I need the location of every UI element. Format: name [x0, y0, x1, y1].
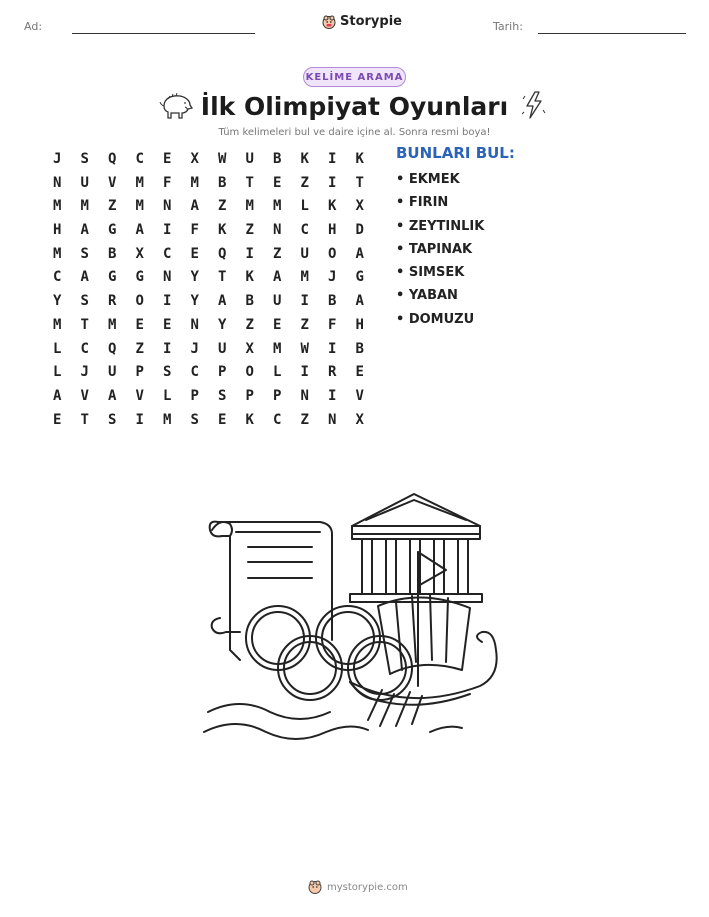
grid-letter[interactable]: A — [218, 293, 227, 310]
grid-letter[interactable]: F — [328, 316, 337, 333]
grid-letter[interactable]: J — [53, 151, 62, 167]
grid-letter[interactable]: E — [273, 174, 282, 191]
grid-letter[interactable]: M — [135, 174, 144, 191]
grid-letter[interactable]: M — [80, 198, 89, 215]
grid-letter[interactable]: A — [355, 293, 364, 310]
grid-letter[interactable]: A — [53, 387, 62, 404]
word-list-title: BUNLARI BUL: — [396, 144, 515, 162]
grid-letter[interactable]: R — [328, 364, 337, 381]
word-item: • YABAN — [396, 288, 458, 304]
grid-letter[interactable]: M — [273, 340, 282, 357]
grid-letter[interactable]: T — [355, 174, 364, 191]
grid-letter[interactable]: N — [53, 174, 62, 191]
grid-letter[interactable]: K — [245, 269, 254, 286]
grid-letter[interactable]: Y — [190, 293, 199, 310]
grid-letter[interactable]: B — [108, 245, 117, 262]
grid-letter[interactable]: A — [273, 269, 282, 286]
grid-letter[interactable]: S — [218, 387, 227, 404]
grid-letter[interactable]: S — [80, 293, 89, 310]
grid-letter[interactable]: N — [163, 198, 172, 215]
grid-letter[interactable]: H — [53, 222, 62, 239]
grid-letter[interactable]: C — [53, 269, 62, 286]
grid-letter[interactable]: Z — [300, 411, 309, 428]
activity-badge: KELİME ARAMA — [303, 67, 406, 87]
grid-letter[interactable]: P — [190, 387, 199, 404]
grid-letter[interactable]: J — [80, 364, 89, 381]
grid-letter[interactable]: N — [328, 411, 337, 428]
word-list — [396, 144, 515, 331]
grid-letter[interactable]: Y — [218, 316, 227, 333]
grid-letter[interactable]: I — [328, 340, 337, 357]
grid-row — [50, 290, 380, 314]
footer-url: mystorypie.com — [327, 881, 408, 893]
grid-row — [50, 243, 380, 267]
grid-letter[interactable]: C — [163, 245, 172, 262]
grid-letter[interactable]: N — [300, 387, 309, 404]
grid-letter[interactable]: Z — [218, 198, 227, 215]
grid-letter[interactable]: N — [163, 269, 172, 286]
grid-letter[interactable]: C — [273, 411, 282, 428]
grid-letter[interactable]: Z — [108, 198, 117, 215]
grid-letter[interactable]: U — [108, 364, 117, 381]
grid-letter[interactable]: R — [108, 293, 117, 310]
grid-letter[interactable]: C — [300, 222, 309, 239]
grid-letter[interactable]: O — [135, 293, 144, 310]
grid-letter[interactable]: L — [53, 364, 62, 381]
grid-letter[interactable]: M — [273, 198, 282, 215]
grid-letter[interactable]: J — [190, 340, 199, 357]
grid-letter[interactable]: Z — [245, 222, 254, 239]
grid-letter[interactable]: P — [135, 364, 144, 381]
grid-letter[interactable]: M — [108, 316, 117, 333]
grid-letter[interactable]: Z — [245, 316, 254, 333]
grid-letter[interactable]: M — [53, 316, 62, 333]
grid-letter[interactable]: S — [190, 411, 199, 428]
grid-row — [50, 361, 380, 385]
grid-letter[interactable]: I — [300, 293, 309, 310]
grid-letter[interactable]: U — [245, 151, 254, 167]
grid-letter[interactable]: V — [355, 387, 364, 404]
word-item: • FIRIN — [396, 195, 449, 211]
scroll-drawing — [210, 522, 332, 660]
grid-letter[interactable]: C — [80, 340, 89, 357]
word-item: • ZEYTINLIK — [396, 218, 485, 234]
grid-letter[interactable]: L — [163, 387, 172, 404]
page-title: İlk Olimpiyat Oyunları — [200, 92, 509, 121]
grid-letter[interactable]: U — [273, 293, 282, 310]
grid-letter[interactable]: E — [53, 411, 62, 428]
name-label: Ad: — [24, 20, 43, 33]
grid-letter[interactable]: E — [163, 151, 172, 167]
grid-letter[interactable]: S — [80, 245, 89, 262]
grid-letter[interactable]: J — [328, 269, 337, 286]
grid-letter[interactable]: K — [300, 151, 309, 167]
storypie-logo-icon — [308, 880, 322, 894]
grid-letter[interactable]: M — [190, 174, 199, 191]
brand-name: Storypie — [340, 14, 402, 29]
grid-letter[interactable]: Z — [300, 316, 309, 333]
date-line — [538, 33, 686, 34]
grid-letter[interactable]: H — [355, 316, 364, 333]
grid-letter[interactable]: X — [190, 151, 199, 167]
grid-letter[interactable]: E — [218, 411, 227, 428]
grid-letter[interactable]: T — [80, 316, 89, 333]
temple-drawing — [350, 494, 482, 602]
brand — [322, 14, 402, 29]
grid-letter[interactable]: K — [245, 411, 254, 428]
grid-letter[interactable]: O — [245, 364, 254, 381]
grid-letter[interactable]: A — [135, 222, 144, 239]
grid-letter[interactable]: V — [135, 387, 144, 404]
grid-letter[interactable]: M — [163, 411, 172, 428]
lightning-icon — [522, 90, 546, 120]
grid-letter[interactable]: E — [355, 364, 364, 381]
grid-letter[interactable]: F — [190, 222, 199, 239]
grid-letter[interactable]: G — [355, 269, 364, 286]
grid-letter[interactable]: M — [135, 198, 144, 215]
grid-letter[interactable]: M — [300, 269, 309, 286]
grid-letter[interactable]: M — [245, 198, 254, 215]
grid-letter[interactable]: E — [135, 316, 144, 333]
grid-letter[interactable]: X — [355, 198, 364, 215]
grid-row — [50, 314, 380, 338]
grid-letter[interactable]: U — [80, 174, 89, 191]
grid-letter[interactable]: K — [355, 151, 364, 167]
grid-letter[interactable]: Q — [108, 340, 117, 357]
waves-drawing — [204, 704, 462, 739]
grid-letter[interactable]: A — [190, 198, 199, 215]
grid-row — [50, 195, 380, 219]
grid-letter[interactable]: T — [245, 174, 254, 191]
grid-letter[interactable]: K — [218, 222, 227, 239]
grid-letter[interactable]: B — [355, 340, 364, 357]
instructions: Tüm kelimeleri bul ve daire içine al. Sonra resmi boya! — [218, 127, 491, 138]
word-item: • EKMEK — [396, 172, 460, 187]
grid-letter[interactable]: A — [108, 387, 117, 404]
grid-letter[interactable]: L — [273, 364, 282, 381]
grid-letter[interactable]: I — [163, 222, 172, 239]
grid-letter[interactable]: Z — [135, 340, 144, 357]
grid-row — [50, 266, 380, 290]
word-item: • DOMUZU — [396, 311, 475, 327]
grid-row — [50, 172, 380, 196]
olympic-coloring-illustration — [200, 490, 510, 750]
grid-letter[interactable]: Z — [273, 245, 282, 262]
grid-letter[interactable]: B — [245, 293, 254, 310]
name-line — [72, 33, 255, 34]
grid-row — [50, 385, 380, 409]
grid-letter[interactable]: X — [355, 411, 364, 428]
grid-letter[interactable]: A — [355, 245, 364, 262]
grid-letter[interactable]: Y — [190, 269, 199, 286]
grid-letter[interactable]: G — [135, 269, 144, 286]
letter-grid — [50, 148, 380, 432]
grid-letter[interactable]: Q — [218, 245, 227, 262]
grid-letter[interactable]: S — [80, 151, 89, 167]
grid-letter[interactable]: X — [245, 340, 254, 357]
grid-letter[interactable]: I — [135, 411, 144, 428]
grid-row — [50, 219, 380, 243]
grid-letter[interactable]: P — [218, 364, 227, 381]
grid-row — [50, 409, 380, 433]
word-item: • TAPINAK — [396, 241, 473, 257]
footer — [308, 880, 408, 894]
grid-letter[interactable]: I — [328, 151, 337, 167]
grid-letter[interactable]: U — [300, 245, 309, 262]
grid-letter[interactable]: U — [218, 340, 227, 357]
grid-letter[interactable]: L — [300, 198, 309, 215]
grid-letter[interactable]: K — [328, 198, 337, 215]
grid-letter[interactable]: B — [218, 174, 227, 191]
grid-letter[interactable]: Z — [300, 174, 309, 191]
grid-row — [50, 148, 380, 172]
grid-letter[interactable]: A — [80, 269, 89, 286]
grid-letter[interactable]: O — [328, 245, 337, 262]
grid-letter[interactable]: Y — [53, 293, 62, 310]
grid-letter[interactable]: A — [80, 222, 89, 239]
grid-letter[interactable]: P — [273, 387, 282, 404]
grid-letter[interactable]: B — [273, 151, 282, 167]
grid-letter[interactable]: N — [190, 316, 199, 333]
grid-letter[interactable]: M — [53, 245, 62, 262]
grid-letter[interactable]: F — [163, 174, 172, 191]
grid-letter[interactable]: N — [273, 222, 282, 239]
grid-letter[interactable]: S — [163, 364, 172, 381]
grid-letter[interactable]: E — [190, 245, 199, 262]
grid-letter[interactable]: I — [163, 340, 172, 357]
grid-letter[interactable]: T — [218, 269, 227, 286]
grid-letter[interactable]: C — [135, 151, 144, 167]
grid-letter[interactable]: M — [53, 198, 62, 215]
storypie-logo-icon — [322, 15, 336, 29]
grid-letter[interactable]: X — [135, 245, 144, 262]
grid-letter[interactable]: I — [300, 364, 309, 381]
date-label: Tarih: — [493, 20, 523, 33]
grid-letter[interactable]: I — [245, 245, 254, 262]
grid-letter[interactable]: P — [245, 387, 254, 404]
grid-letter[interactable]: I — [328, 174, 337, 191]
grid-letter[interactable]: T — [80, 411, 89, 428]
word-item: • SIMSEK — [396, 265, 465, 281]
grid-letter[interactable]: G — [108, 222, 117, 239]
grid-letter[interactable]: I — [328, 387, 337, 404]
grid-letter[interactable]: E — [273, 316, 282, 333]
grid-letter[interactable]: I — [163, 293, 172, 310]
grid-letter[interactable]: C — [190, 364, 199, 381]
grid-letter[interactable]: G — [108, 269, 117, 286]
grid-letter[interactable]: D — [355, 222, 364, 239]
grid-letter[interactable]: V — [80, 387, 89, 404]
grid-letter[interactable]: Q — [108, 151, 117, 167]
grid-letter[interactable]: W — [300, 340, 309, 357]
grid-row — [50, 338, 380, 362]
grid-letter[interactable]: E — [163, 316, 172, 333]
grid-letter[interactable]: L — [53, 340, 62, 357]
grid-letter[interactable]: W — [218, 151, 227, 167]
grid-letter[interactable]: S — [108, 411, 117, 428]
grid-letter[interactable]: H — [328, 222, 337, 239]
grid-letter[interactable]: B — [328, 293, 337, 310]
grid-letter[interactable]: V — [108, 174, 117, 191]
